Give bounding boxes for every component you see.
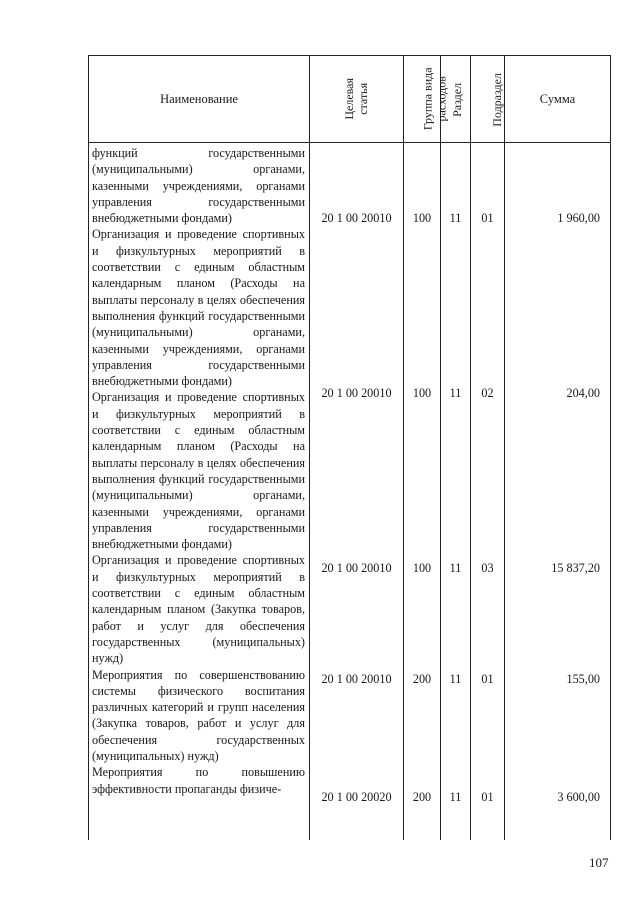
header-name: Наименование: [89, 56, 310, 143]
section-column: [441, 143, 471, 840]
expense-group-value: 200: [412, 790, 432, 804]
expense-group-value: 200: [412, 672, 432, 686]
target-article-value: 20 1 00 20010: [321, 211, 392, 225]
table-header-row: [89, 56, 611, 143]
subsection-value: 01: [481, 211, 494, 225]
subsection-value: 02: [481, 386, 494, 400]
target-article-value: 20 1 00 20020: [321, 790, 392, 804]
name-item: Мероприятия по совершенствованию системы физического воспитания различных категорий и групп населения (Закупка товаров, работ и услуг для обеспечения государственных (муниципальных) нужд): [92, 667, 305, 763]
name-item: Мероприятия по повышению эффективности пропаганды физиче-: [92, 765, 305, 796]
section-value: 11: [449, 790, 462, 804]
name-column: [89, 143, 310, 840]
amount-value: 15 837,20: [551, 561, 600, 575]
page-number: 107: [589, 855, 609, 870]
expense-group-column: [404, 143, 441, 840]
table-body-row: [89, 143, 611, 840]
subsection-value: 01: [481, 672, 494, 686]
name-item: Организация и проведение спортивных и физкультурных мероприятий в соответствии с единым областным календарным планом (Расходы на выплаты персоналу в целях обеспечения выполнения функций государственными (муниципальными) органами, казенными учреждениями, органами управления государственными внебюджетными фондами): [92, 227, 305, 389]
budget-table: [88, 55, 611, 840]
expense-group-value: 100: [412, 561, 432, 575]
header-amount: Сумма: [505, 56, 611, 143]
name-item: Организация и проведение спортивных и физкультурных мероприятий в соответствии с единым областным календарным планом (Расходы на выплаты персоналу в целях обеспечения выполнения функций государственными (муниципальными) органами, казенными учреждениями, органами управления государственными внебюджетными фондами): [92, 390, 305, 552]
amount-column: [505, 143, 611, 840]
header-target-article: Целевая статья: [310, 56, 404, 143]
subsection-value: 03: [481, 561, 494, 575]
header-subsection: Подраздел: [471, 56, 505, 143]
subsection-column: [471, 143, 505, 840]
target-article-column: [310, 143, 404, 840]
subsection-value: 01: [481, 790, 494, 804]
name-item: Организация и проведение спортивных и физкультурных мероприятий в соответствии с единым областным календарным планом (Закупка товаров, работ и услуг для обеспечения государственных (муниципальных) нужд): [92, 553, 305, 666]
section-value: 11: [449, 561, 462, 575]
amount-value: 204,00: [566, 386, 600, 400]
target-article-value: 20 1 00 20010: [321, 561, 392, 575]
section-value: 11: [449, 211, 462, 225]
header-expense-group: Группа вида расходов: [404, 56, 441, 143]
expense-group-value: 100: [412, 211, 432, 225]
amount-value: 155,00: [566, 672, 600, 686]
header-section: Раздел: [441, 56, 471, 143]
section-value: 11: [449, 672, 462, 686]
amount-value: 1 960,00: [557, 211, 600, 225]
name-item: функций государственными (муниципальными) органами, казенными учреждениями, органами управления государственными внебюджетными фондами): [92, 146, 305, 226]
section-value: 11: [449, 386, 462, 400]
target-article-value: 20 1 00 20010: [321, 672, 392, 686]
expense-group-value: 100: [412, 386, 432, 400]
amount-value: 3 600,00: [557, 790, 600, 804]
target-article-value: 20 1 00 20010: [321, 386, 392, 400]
